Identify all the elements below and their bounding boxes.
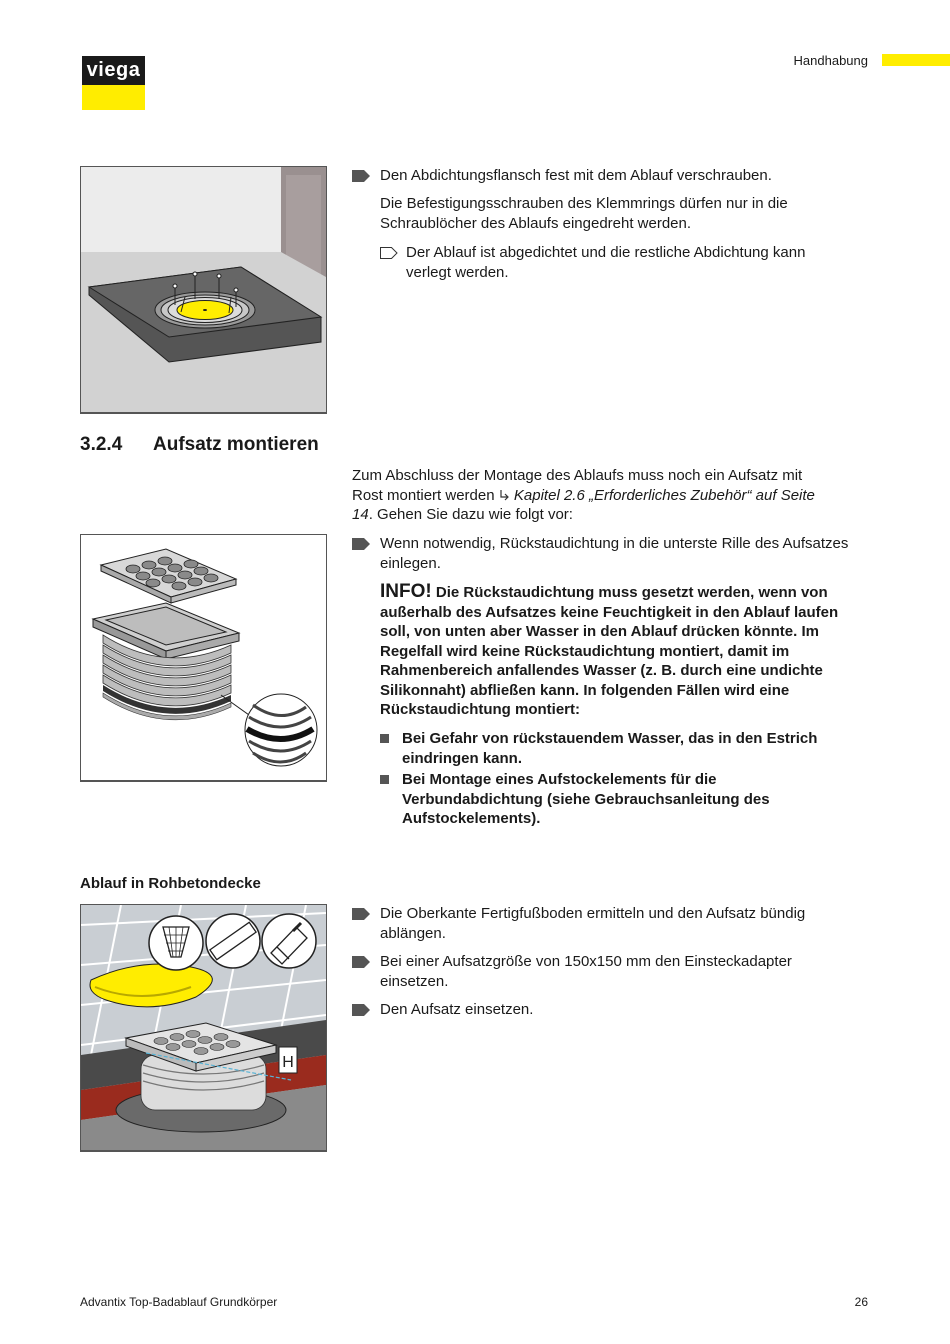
footer-page-number: 26: [854, 1295, 868, 1309]
result-sealed: [380, 243, 850, 282]
footer-doc-title: Advantix Top-Badablauf Grundkörper: [80, 1295, 278, 1309]
figure-grate-attachment: [80, 534, 327, 782]
bullet-text: Bei Gefahr von rückstauendem Wasser, das in den Estrich eindringen kann.: [402, 730, 818, 767]
viega-logo: [82, 56, 145, 110]
step-insert-attachment: [352, 1000, 852, 1020]
bullet-square-icon: [380, 734, 389, 743]
logo-text: viega: [82, 56, 145, 85]
figure-raw-concrete-install: [80, 904, 327, 1152]
step-arrow-icon: [352, 956, 370, 968]
result-text: Der Ablauf ist abgedichtet und die restliche Abdichtung kann verlegt werden.: [406, 244, 806, 281]
step-text: Bei einer Aufsatzgröße von 150x150 mm den Einsteckadapter einsetzen.: [380, 953, 792, 990]
bullet-text: Bei Montage eines Aufstockelements für die Verbundabdichtung (siehe Gebrauchsanleitung des Aufstockelements).: [402, 771, 770, 827]
info-text: Die Rückstaudichtung muss gesetzt werden, wenn von außerhalb des Aufsatzes keine Feuchtigkeit in den Ablauf laufen soll, von unten aber Wasser in den Ablauf drücken könnte. Im Regelfall wird keine Rückstaudichtung montiert, damit im Rahmenbereich anfallendes Wasser (z. B. durch eine undichte Silikonnaht) abfließen kann. In folgenden Fällen wird eine Rückstaudichtung montiert:: [380, 584, 839, 718]
height-label: H: [282, 1054, 294, 1071]
step-text: Wenn notwendig, Rückstaudichtung in die unterste Rille des Aufsatzes einlegen.: [380, 535, 849, 572]
list-item: [380, 729, 850, 768]
result-arrow-icon: [380, 247, 398, 259]
chapter-link[interactable]: Kapitel 2.6 „Erforderliches Zubehör“ auf Seite 14: [352, 486, 815, 523]
step-insert-adapter: [352, 952, 852, 991]
section-intro: [352, 466, 832, 525]
step-arrow-icon: [352, 1004, 370, 1016]
logo-yellow-block: [82, 85, 145, 110]
step-backflow-seal: [352, 534, 852, 573]
tool-icons: [149, 914, 316, 970]
subheading-raw-concrete: Ablauf in Rohbetondecke: [80, 875, 261, 892]
figure-flange-screwing: [80, 166, 327, 414]
step-determine-floor-height: [352, 904, 852, 943]
step-text: Die Oberkante Fertigfußboden ermitteln und den Aufsatz bündig ablängen.: [380, 905, 806, 942]
section-number: 3.2.4: [80, 434, 123, 455]
intro-text: Zum Abschluss der Montage des Ablaufs muss noch ein Aufsatz mit Rost montiert werden: [352, 467, 803, 504]
step-text: Den Abdichtungsflansch fest mit dem Ablauf verschrauben.: [380, 167, 772, 184]
step-screw-flange: [352, 166, 852, 186]
intro-text-end: . Gehen Sie dazu wie folgt vor:: [368, 506, 573, 523]
bullet-square-icon: [380, 775, 389, 784]
step-arrow-icon: [352, 538, 370, 550]
step-arrow-icon: [352, 170, 370, 182]
step-arrow-icon: [352, 908, 370, 920]
list-item: [380, 770, 850, 829]
header-section-label: Handhabung: [793, 53, 868, 68]
step-text: Den Aufsatz einsetzen.: [380, 1001, 534, 1018]
info-label: INFO!: [380, 581, 432, 602]
link-arrow-icon: [499, 489, 510, 501]
section-title: Aufsatz montieren: [153, 434, 319, 455]
info-box: [380, 582, 850, 720]
header-yellow-bar: [882, 54, 950, 66]
note-screws: Die Befestigungsschrauben des Klemmrings dürfen nur in die Schraublöcher des Ablaufs eingedreht werden.: [380, 195, 788, 232]
